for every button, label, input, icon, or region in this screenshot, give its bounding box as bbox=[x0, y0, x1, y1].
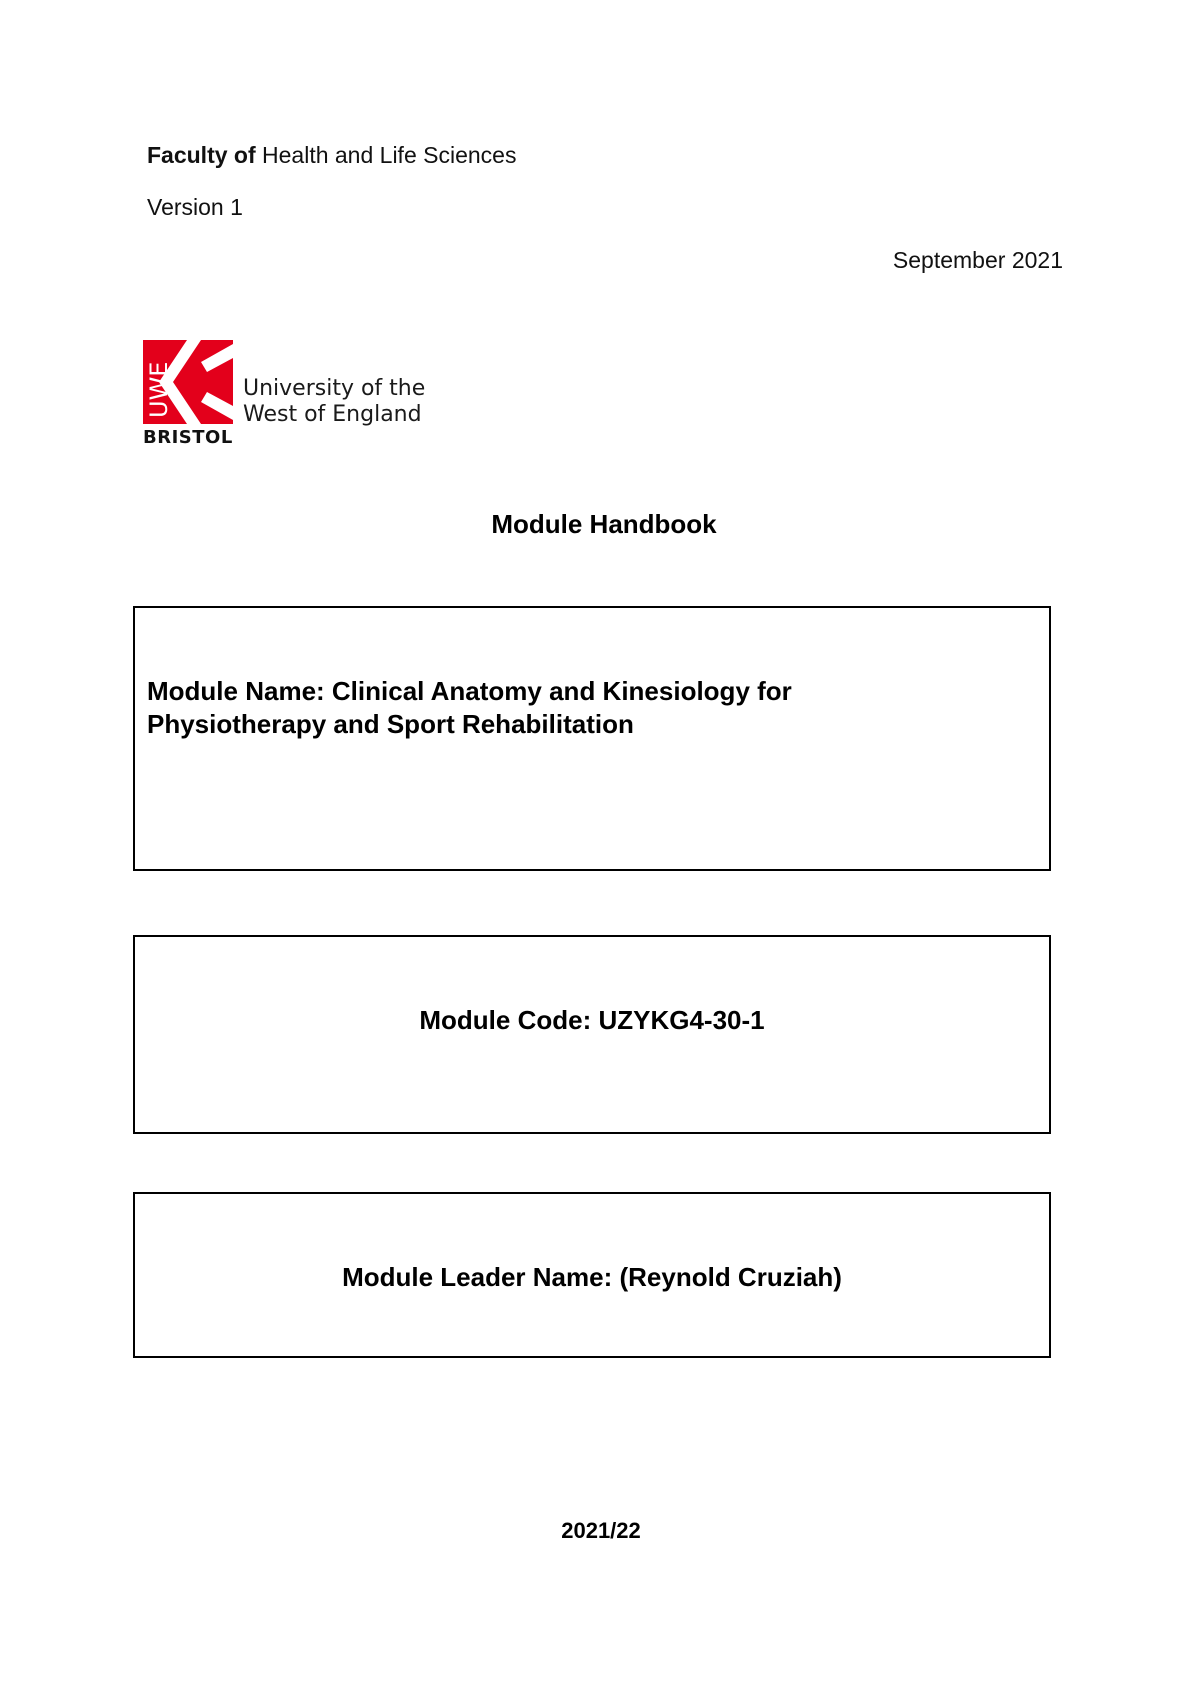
logo-city: BRISTOL bbox=[143, 427, 233, 448]
module-name bbox=[147, 675, 967, 741]
faculty-name: Health and Life Sciences bbox=[262, 142, 517, 168]
logo-line1: University of the bbox=[243, 376, 426, 401]
module-code-box bbox=[133, 935, 1051, 1134]
logo-line2: West of England bbox=[243, 402, 422, 427]
uwe-logo-mark-icon bbox=[143, 340, 233, 424]
uwe-logo bbox=[143, 340, 426, 452]
module-name-line1: Module Name: Clinical Anatomy and Kinesiology for bbox=[147, 676, 792, 706]
faculty-label: Faculty of bbox=[147, 142, 256, 168]
page-title: Module Handbook bbox=[491, 509, 717, 539]
module-code: Module Code: UZYKG4-30-1 bbox=[419, 1005, 765, 1035]
module-name-box bbox=[133, 606, 1051, 871]
academic-year: 2021/22 bbox=[561, 1518, 641, 1543]
logo-wordmark bbox=[243, 376, 425, 428]
module-leader-box bbox=[133, 1192, 1051, 1358]
faculty-line bbox=[147, 142, 516, 169]
logo-monogram: UWE bbox=[145, 361, 173, 418]
version-text: Version 1 bbox=[147, 194, 243, 220]
module-name-line2: Physiotherapy and Sport Rehabilitation bbox=[147, 709, 634, 739]
date-text: September 2021 bbox=[892, 247, 1063, 273]
module-leader: Module Leader Name: (Reynold Cruziah) bbox=[342, 1262, 842, 1292]
